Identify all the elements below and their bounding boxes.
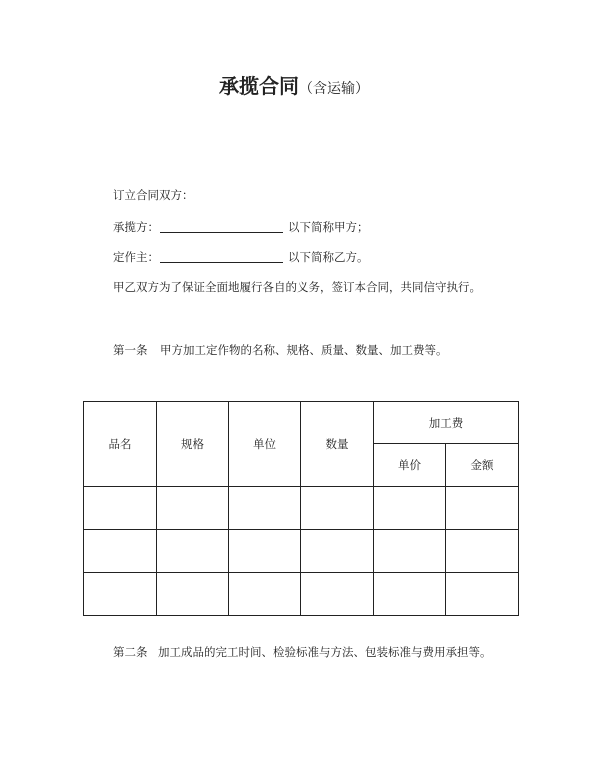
table-cell	[84, 530, 157, 573]
header-amount: 金额	[446, 444, 519, 487]
party-a-label: 承揽方：	[113, 220, 159, 234]
table-cell	[446, 573, 519, 616]
header-unit: 单位	[229, 402, 301, 487]
table-cell	[84, 487, 157, 530]
party-b-blank	[160, 262, 283, 263]
table-cell	[374, 573, 446, 616]
header-item-name: 品名	[84, 402, 157, 487]
table-row	[84, 573, 519, 616]
table-cell	[374, 530, 446, 573]
table-cell	[446, 530, 519, 573]
party-b-suffix: 以下简称乙方。	[288, 250, 369, 264]
table-cell	[374, 487, 446, 530]
article2-number: 第二条	[113, 645, 148, 659]
table-cell	[157, 530, 229, 573]
table-cell	[229, 530, 301, 573]
party-b-label: 定作主：	[113, 250, 159, 264]
title-subtitle: （含运输）	[299, 81, 369, 97]
party-a-blank	[160, 232, 283, 233]
header-processing-fee: 加工费	[374, 402, 519, 444]
processing-fee-table	[83, 401, 519, 616]
table-cell	[301, 530, 374, 573]
header-specification: 规格	[157, 402, 229, 487]
table-cell	[84, 573, 157, 616]
table-cell	[157, 487, 229, 530]
table-header-row	[84, 402, 519, 444]
preamble: 甲乙双方为了保证全面地履行各自的义务，签订本合同，共同信守执行。	[113, 280, 481, 294]
table-cell	[229, 487, 301, 530]
party-a-suffix: 以下简称甲方；	[288, 220, 369, 234]
title-main: 承揽合同	[219, 74, 299, 98]
table-cell	[229, 573, 301, 616]
table-row	[84, 487, 519, 530]
table-cell	[446, 487, 519, 530]
article1-text: 甲方加工定作物的名称、规格、质量、数量、加工费等。	[160, 343, 448, 357]
header-unit-price: 单价	[374, 444, 446, 487]
table-cell	[301, 487, 374, 530]
table-cell	[157, 573, 229, 616]
document-title	[219, 74, 369, 101]
table-cell	[301, 573, 374, 616]
article1-number: 第一条	[113, 343, 148, 357]
header-quantity: 数量	[301, 402, 374, 487]
article2-text: 加工成品的完工时间、检验标准与方法、包装标准与费用承担等。	[158, 645, 492, 659]
table-row	[84, 530, 519, 573]
intro-line: 订立合同双方：	[113, 188, 194, 202]
